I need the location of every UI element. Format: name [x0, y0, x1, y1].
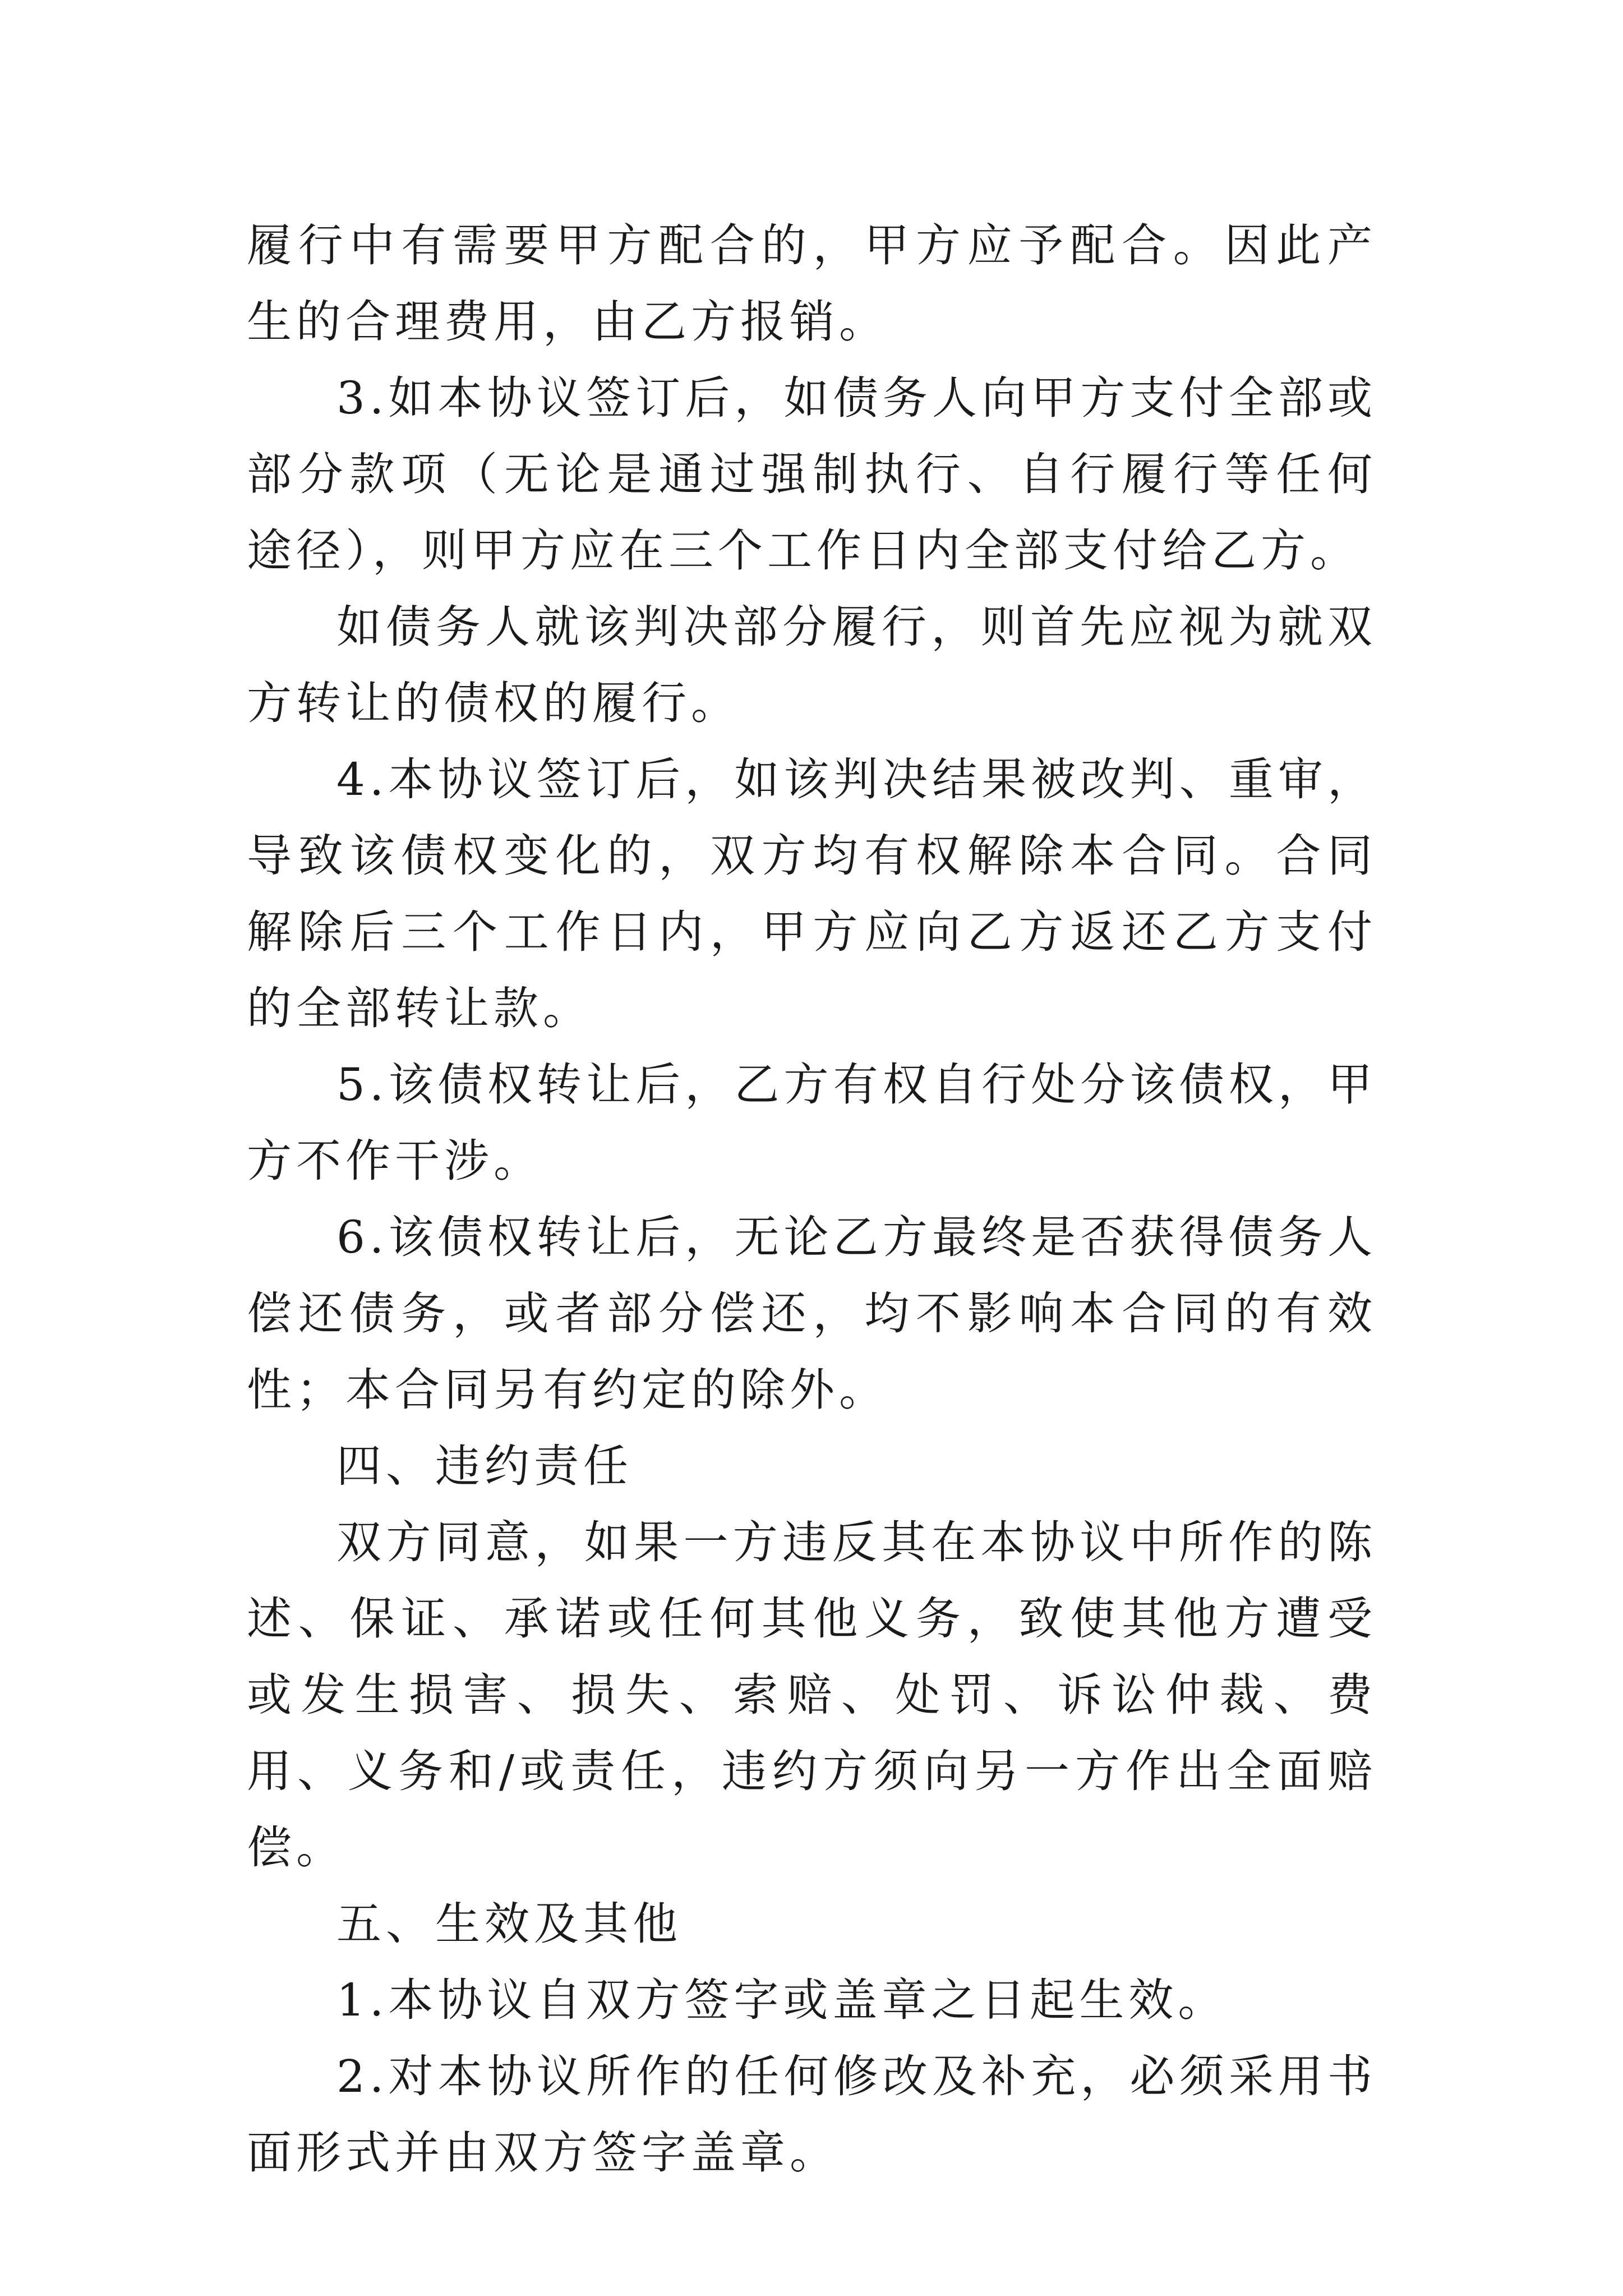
- paragraph-effective-clause-2: 2.对本协议所作的任何修改及补充，必须采用书面形式并由双方签字盖章。: [247, 2050, 1377, 2179]
- paragraph-clause-6: 6.该债权转让后，无论乙方最终是否获得债务人偿还债务，或者部分偿还，均不影响本合同的有效性；本合同另有约定的除外。: [247, 1211, 1377, 1416]
- paragraph-clause-3: 3.如本协议签订后，如债务人向甲方支付全部或部分款项（无论是通过强制执行、自行履行等任何途径），则甲方应在三个工作日内全部支付给乙方。: [247, 372, 1377, 577]
- paragraph-effective-clause-1: 1.本协议自双方签字或盖章之日起生效。: [336, 1974, 1228, 2026]
- section-heading-effectiveness: 五、生效及其他: [336, 1898, 682, 1950]
- section-heading-breach: 四、违约责任: [336, 1440, 633, 1492]
- paragraph-continuation: 履行中有需要甲方配合的，甲方应予配合。因此产生的合理费用，由乙方报销。: [247, 219, 1377, 348]
- paragraph-clause-5: 5.该债权转让后，乙方有权自行处分该债权，甲方不作干涉。: [247, 1059, 1377, 1187]
- document-body: [247, 208, 1377, 2191]
- paragraph-partial-performance: 如债务人就该判决部分履行，则首先应视为就双方转让的债权的履行。: [247, 601, 1377, 729]
- paragraph-clause-4: 4.本协议签订后，如该判决结果被改判、重审，导致该债权变化的，双方均有权解除本合同。合同解除后三个工作日内，甲方应向乙方返还乙方支付的全部转让款。: [247, 753, 1377, 1034]
- paragraph-breach-liability: 双方同意，如果一方违反其在本协议中所作的陈述、保证、承诺或任何其他义务，致使其他方遭受或发生损害、损失、索赔、处罚、诉讼仲裁、费用、义务和/或责任，违约方须向另一方作出全面赔偿。: [247, 1516, 1377, 1874]
